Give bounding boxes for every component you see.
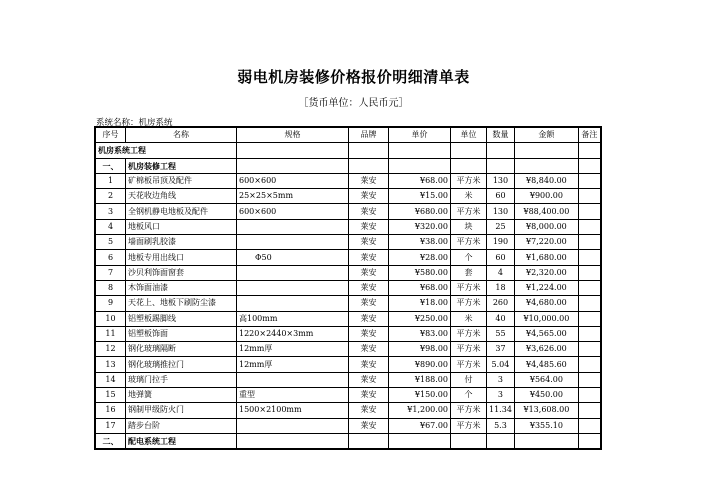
item-price: ¥580.00 [389, 265, 451, 280]
item-spec [237, 219, 349, 234]
item-name: 天花上、地板下刷防尘漆 [126, 296, 237, 311]
item-unit: 块 [451, 219, 487, 234]
item-remark [578, 204, 600, 219]
group-row [96, 433, 601, 448]
table-row [96, 219, 601, 234]
item-price: ¥98.00 [389, 342, 451, 357]
item-spec [237, 296, 349, 311]
item-spec: 重型 [237, 388, 349, 403]
col-header-no: 序号 [96, 128, 126, 143]
row-number: 6 [96, 250, 126, 265]
document-title: 弱电机房装修价格报价明细清单表 [237, 68, 470, 86]
col-header-unit: 单位 [451, 128, 487, 143]
item-remark [578, 388, 600, 403]
row-number: 8 [96, 280, 126, 295]
item-amount: ¥355.10 [514, 418, 578, 433]
row-number: 4 [96, 219, 126, 234]
col-header-brand: 品牌 [349, 128, 389, 143]
item-spec: 1220×2440×3mm [237, 326, 349, 341]
item-amount: ¥450.00 [514, 388, 578, 403]
item-spec: Φ50 [237, 250, 349, 265]
col-header-name: 名称 [126, 128, 237, 143]
item-qty: 37 [487, 342, 515, 357]
item-amount: ¥2,320.00 [514, 265, 578, 280]
item-amount: ¥1,680.00 [514, 250, 578, 265]
item-qty: 3 [487, 388, 515, 403]
item-name: 地板风口 [126, 219, 237, 234]
item-unit: 套 [451, 265, 487, 280]
item-unit: 米 [451, 311, 487, 326]
item-unit: 平方米 [451, 296, 487, 311]
group-name: 机房装修工程 [126, 158, 237, 173]
row-number: 11 [96, 326, 126, 341]
item-name: 钢化玻璃推拉门 [126, 357, 237, 372]
item-amount: ¥564.00 [514, 372, 578, 387]
item-spec: 600×600 [237, 204, 349, 219]
item-amount: ¥13,608.00 [514, 403, 578, 418]
item-amount: ¥8,000.00 [514, 219, 578, 234]
item-unit: 平方米 [451, 173, 487, 188]
item-name: 钢制甲级防火门 [126, 403, 237, 418]
item-unit: 平方米 [451, 357, 487, 372]
item-price: ¥67.00 [389, 418, 451, 433]
item-remark [578, 418, 600, 433]
table-row [96, 265, 601, 280]
item-spec [237, 418, 349, 433]
item-qty: 130 [487, 173, 515, 188]
row-number: 9 [96, 296, 126, 311]
item-qty: 190 [487, 235, 515, 250]
item-brand: 莱安 [349, 357, 389, 372]
item-spec: 12mm厚 [237, 357, 349, 372]
item-name: 全钢机静电地板及配件 [126, 204, 237, 219]
item-qty: 18 [487, 280, 515, 295]
item-price: ¥250.00 [389, 311, 451, 326]
item-qty: 5.3 [487, 418, 515, 433]
item-name: 地板专用出线口 [126, 250, 237, 265]
item-brand: 莱安 [349, 296, 389, 311]
item-unit: 平方米 [451, 235, 487, 250]
item-unit: 个 [451, 388, 487, 403]
item-name: 墙面刷乳胶漆 [126, 235, 237, 250]
table-row [96, 342, 601, 357]
table-header [96, 128, 601, 143]
item-name: 铝塑板饰面 [126, 326, 237, 341]
item-spec: 高100mm [237, 311, 349, 326]
row-number: 17 [96, 418, 126, 433]
item-name: 玻璃门拉手 [126, 372, 237, 387]
item-price: ¥83.00 [389, 326, 451, 341]
item-name: 铝塑板踢脚线 [126, 311, 237, 326]
item-qty: 130 [487, 204, 515, 219]
table-row [96, 235, 601, 250]
item-qty: 4 [487, 265, 515, 280]
item-spec: 1500×2100mm [237, 403, 349, 418]
table-row [96, 173, 601, 188]
item-brand: 莱安 [349, 311, 389, 326]
item-remark [578, 326, 600, 341]
item-remark [578, 235, 600, 250]
col-header-qty: 数量 [487, 128, 515, 143]
item-unit: 平方米 [451, 403, 487, 418]
item-brand: 莱安 [349, 403, 389, 418]
table-row [96, 388, 601, 403]
item-qty: 3 [487, 372, 515, 387]
item-qty: 60 [487, 189, 515, 204]
item-spec: 25×25×5mm [237, 189, 349, 204]
item-brand: 莱安 [349, 250, 389, 265]
item-unit: 平方米 [451, 326, 487, 341]
row-number: 7 [96, 265, 126, 280]
group-number: 一、 [96, 158, 126, 173]
section-title: 机房系统工程 [96, 143, 237, 158]
item-name: 木饰面油漆 [126, 280, 237, 295]
item-name: 钢化玻璃隔断 [126, 342, 237, 357]
table-row [96, 418, 601, 433]
item-qty: 11.34 [487, 403, 515, 418]
row-number: 15 [96, 388, 126, 403]
item-price: ¥320.00 [389, 219, 451, 234]
row-number: 1 [96, 173, 126, 188]
item-price: ¥1,200.00 [389, 403, 451, 418]
item-brand: 莱安 [349, 342, 389, 357]
item-price: ¥15.00 [389, 189, 451, 204]
item-brand: 莱安 [349, 173, 389, 188]
item-spec [237, 280, 349, 295]
item-amount: ¥10,000.00 [514, 311, 578, 326]
col-header-remark: 备注 [578, 128, 600, 143]
group-row [96, 158, 601, 173]
row-number: 5 [96, 235, 126, 250]
item-unit: 付 [451, 372, 487, 387]
item-amount: ¥8,840.00 [514, 173, 578, 188]
table-row [96, 250, 601, 265]
item-brand: 莱安 [349, 235, 389, 250]
table-row [96, 296, 601, 311]
item-unit: 平方米 [451, 204, 487, 219]
item-remark [578, 250, 600, 265]
group-number: 二、 [96, 433, 126, 448]
item-remark [578, 189, 600, 204]
table-row [96, 326, 601, 341]
item-remark [578, 357, 600, 372]
item-amount: ¥900.00 [514, 189, 578, 204]
row-number: 10 [96, 311, 126, 326]
item-unit: 平方米 [451, 280, 487, 295]
item-qty: 55 [487, 326, 515, 341]
row-number: 16 [96, 403, 126, 418]
item-amount: ¥4,485.60 [514, 357, 578, 372]
item-remark [578, 219, 600, 234]
item-price: ¥18.00 [389, 296, 451, 311]
item-price: ¥150.00 [389, 388, 451, 403]
item-remark [578, 372, 600, 387]
item-brand: 莱安 [349, 204, 389, 219]
item-unit: 米 [451, 189, 487, 204]
item-remark [578, 342, 600, 357]
item-remark [578, 311, 600, 326]
item-qty: 5.04 [487, 357, 515, 372]
item-amount: ¥1,224.00 [514, 280, 578, 295]
item-remark [578, 296, 600, 311]
item-qty: 260 [487, 296, 515, 311]
item-remark [578, 265, 600, 280]
table-row [96, 372, 601, 387]
item-name: 矿棉板吊顶及配件 [126, 173, 237, 188]
row-number: 12 [96, 342, 126, 357]
col-header-spec: 规格 [237, 128, 349, 143]
item-spec: 12mm厚 [237, 342, 349, 357]
item-name: 沙贝利饰面窗套 [126, 265, 237, 280]
item-spec [237, 235, 349, 250]
table-row [96, 204, 601, 219]
table-row [96, 280, 601, 295]
quote-table [95, 127, 601, 449]
item-amount: ¥4,680.00 [514, 296, 578, 311]
group-name: 配电系统工程 [126, 433, 237, 448]
item-amount: ¥88,400.00 [514, 204, 578, 219]
item-spec [237, 265, 349, 280]
item-unit: 平方米 [451, 418, 487, 433]
table-row [96, 357, 601, 372]
col-header-amount: 金额 [514, 128, 578, 143]
item-brand: 莱安 [349, 326, 389, 341]
row-number: 13 [96, 357, 126, 372]
item-brand: 莱安 [349, 418, 389, 433]
system-name: 系统名称：机房系统 [96, 118, 173, 128]
item-price: ¥68.00 [389, 173, 451, 188]
item-price: ¥28.00 [389, 250, 451, 265]
item-brand: 莱安 [349, 388, 389, 403]
currency-note: ［货币单位：人民币元］ [298, 98, 409, 109]
item-price: ¥38.00 [389, 235, 451, 250]
table-row [96, 311, 601, 326]
table-row [96, 189, 601, 204]
item-unit: 个 [451, 250, 487, 265]
item-brand: 莱安 [349, 219, 389, 234]
item-qty: 60 [487, 250, 515, 265]
item-brand: 莱安 [349, 189, 389, 204]
item-remark [578, 173, 600, 188]
item-spec: 600×600 [237, 173, 349, 188]
item-name: 踏步台阶 [126, 418, 237, 433]
row-number: 3 [96, 204, 126, 219]
item-brand: 莱安 [349, 372, 389, 387]
item-amount: ¥4,565.00 [514, 326, 578, 341]
item-qty: 40 [487, 311, 515, 326]
item-brand: 莱安 [349, 280, 389, 295]
item-amount: ¥3,626.00 [514, 342, 578, 357]
item-price: ¥188.00 [389, 372, 451, 387]
section-row [96, 143, 601, 158]
item-qty: 25 [487, 219, 515, 234]
item-amount: ¥7,220.00 [514, 235, 578, 250]
item-spec [237, 372, 349, 387]
item-name: 地弹簧 [126, 388, 237, 403]
item-price: ¥890.00 [389, 357, 451, 372]
row-number: 2 [96, 189, 126, 204]
item-unit: 平方米 [451, 342, 487, 357]
table-row [96, 403, 601, 418]
item-remark [578, 403, 600, 418]
row-number: 14 [96, 372, 126, 387]
item-price: ¥68.00 [389, 280, 451, 295]
item-price: ¥680.00 [389, 204, 451, 219]
item-remark [578, 280, 600, 295]
item-name: 天花收边角线 [126, 189, 237, 204]
col-header-price: 单价 [389, 128, 451, 143]
item-brand: 莱安 [349, 265, 389, 280]
